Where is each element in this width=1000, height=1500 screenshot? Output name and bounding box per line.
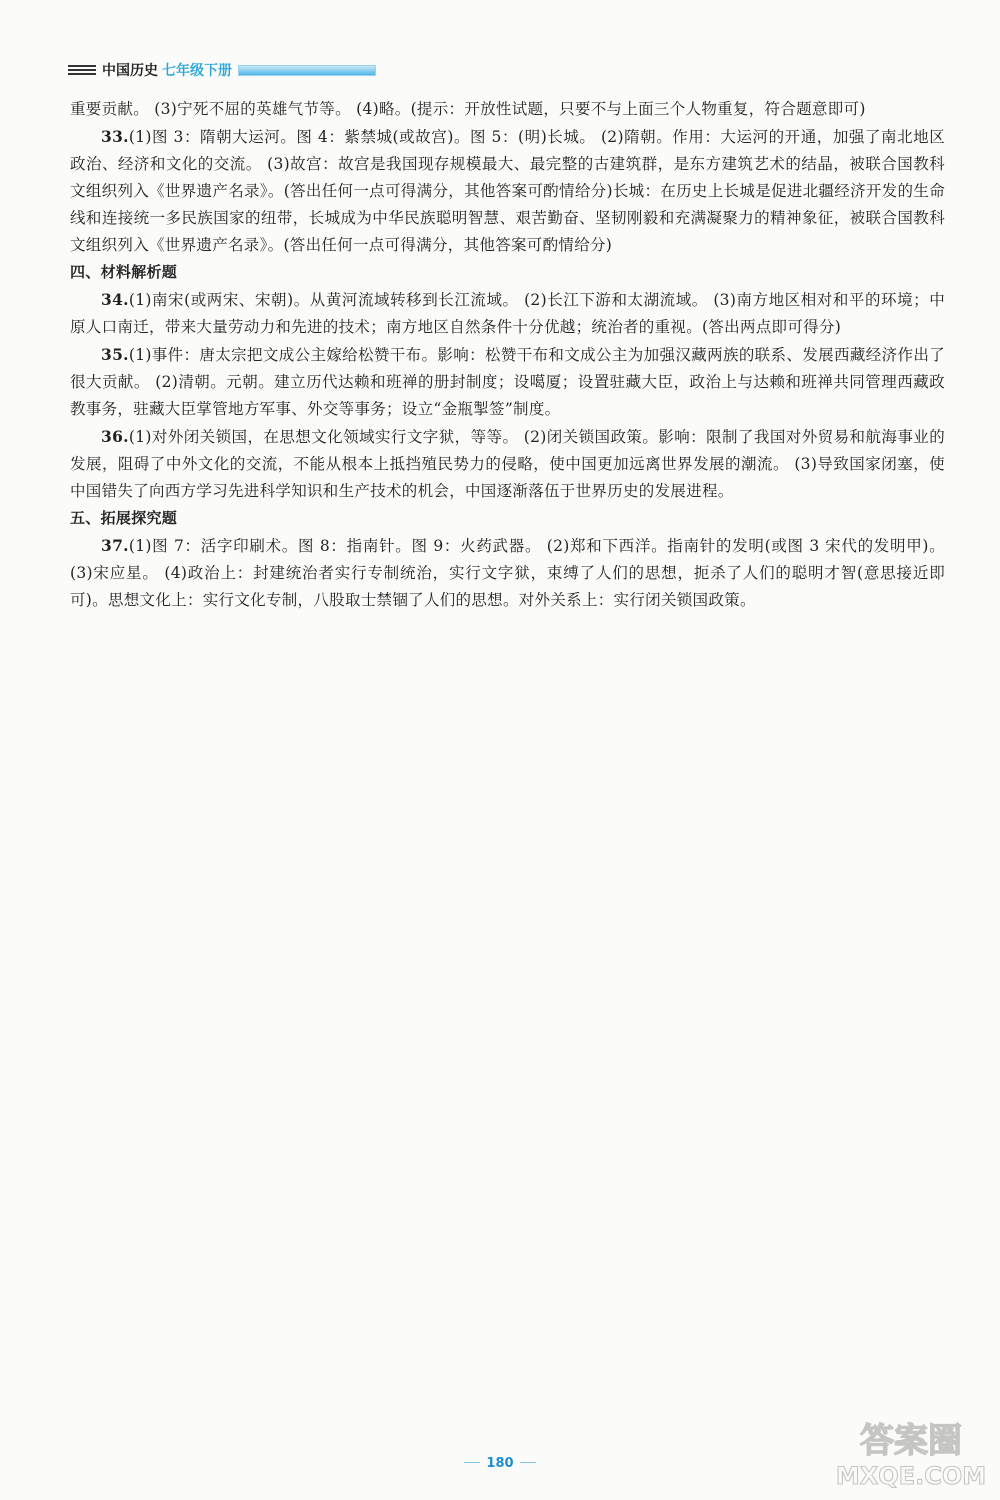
paragraph-continued: 重要贡献。 (3)宁死不屈的英雄气节等。 (4)略。(提示：开放性试题，只要不与上面三个人物重复，符合题意即可)	[70, 100, 866, 118]
answer-text: (1)图 3：隋朝大运河。图 4：紫禁城(或故宫)。图 5：(明)长城。 (2)隋朝。作用：大运河的开通，加强了南北地区政治、经济和文化的交流。 (3)故宫：故宫是我国现存规模最大、最完整的古建筑群，是东方建筑艺术的结晶，被联合国教科文组织列入《世界遗产名录》。(答出任何一点可得满分，其他答案可酌情给分)长城：在历史上长城是促进北疆经济开发的生命线和连接统一多民族国家的纽带，长城成为中华民族聪明智慧、艰苦勤奋、坚韧刚毅和充满凝聚力的精神象征，被联合国教科文组织列入《世界遗产名录》。(答出任何一点可得满分，其他答案可酌情给分)	[70, 128, 945, 254]
grade-label: 七年级下册	[162, 63, 232, 79]
section-heading-4: 四、材料解析题	[70, 263, 178, 281]
question-number: 33.	[101, 127, 129, 146]
answer-37	[70, 532, 945, 614]
watermark-line2: MXQE.COM	[836, 1462, 986, 1490]
book-title: 中国历史	[102, 63, 158, 79]
running-header	[68, 60, 376, 80]
question-number: 37.	[101, 536, 129, 555]
watermark-logo	[836, 1412, 986, 1492]
footer-dash-right	[520, 1462, 536, 1463]
question-number: 36.	[101, 427, 129, 446]
answer-body	[70, 96, 945, 614]
answer-text: (1)南宋(或两宋、宋朝)。从黄河流域转移到长江流域。 (2)长江下游和太湖流域。 (3)南方地区相对和平的环境；中原人口南迁，带来大量劳动力和先进的技术；南方地区自然条件十分优越；统治者的重视。(答出两点即可得分)	[70, 291, 945, 336]
answer-33	[70, 123, 945, 259]
answer-text: (1)图 7：活字印刷术。图 8：指南针。图 9：火药武器。 (2)郑和下西洋。指南针的发明(或图 3 宋代的发明甲)。 (3)宋应星。 (4)政治上：封建统治者实行专制统治，实行文字狱，束缚了人们的思想，扼杀了人们的聪明才智(意思接近即可)。思想文化上：实行文化专制，八股取士禁锢了人们的思想。对外关系上：实行闭关锁国政策。	[70, 537, 945, 609]
page-number: 180	[486, 1456, 514, 1471]
answer-35	[70, 341, 945, 423]
header-lines-icon	[68, 65, 96, 75]
footer-dash-left	[464, 1462, 480, 1463]
watermark-line1: 答案圈	[860, 1421, 962, 1461]
question-number: 35.	[101, 345, 129, 364]
answer-text: (1)对外闭关锁国，在思想文化领域实行文字狱，等等。 (2)闭关锁国政策。影响：限制了我国对外贸易和航海事业的发展，阻碍了中外文化的交流，不能从根本上抵挡殖民势力的侵略，使中国更加远离世界发展的潮流。 (3)导致国家闭塞，使中国错失了向西方学习先进科学知识和生产技术的机会，中国逐渐落伍于世界历史的发展进程。	[70, 428, 945, 500]
section-heading-5: 五、拓展探究题	[70, 509, 178, 527]
answer-36	[70, 423, 945, 505]
question-number: 34.	[101, 290, 129, 309]
answer-text: (1)事件：唐太宗把文成公主嫁给松赞干布。影响：松赞干布和文成公主为加强汉藏两族的联系、发展西藏经济作出了很大贡献。 (2)清朝。元朝。建立历代达赖和班禅的册封制度；设噶厦；设置驻藏大臣，政治上与达赖和班禅共同管理西藏政教事务，驻藏大臣掌管地方军事、外交等事务；设立“金瓶掣签”制度。	[70, 346, 945, 418]
header-decor-bar	[238, 65, 376, 76]
answer-34	[70, 286, 945, 341]
